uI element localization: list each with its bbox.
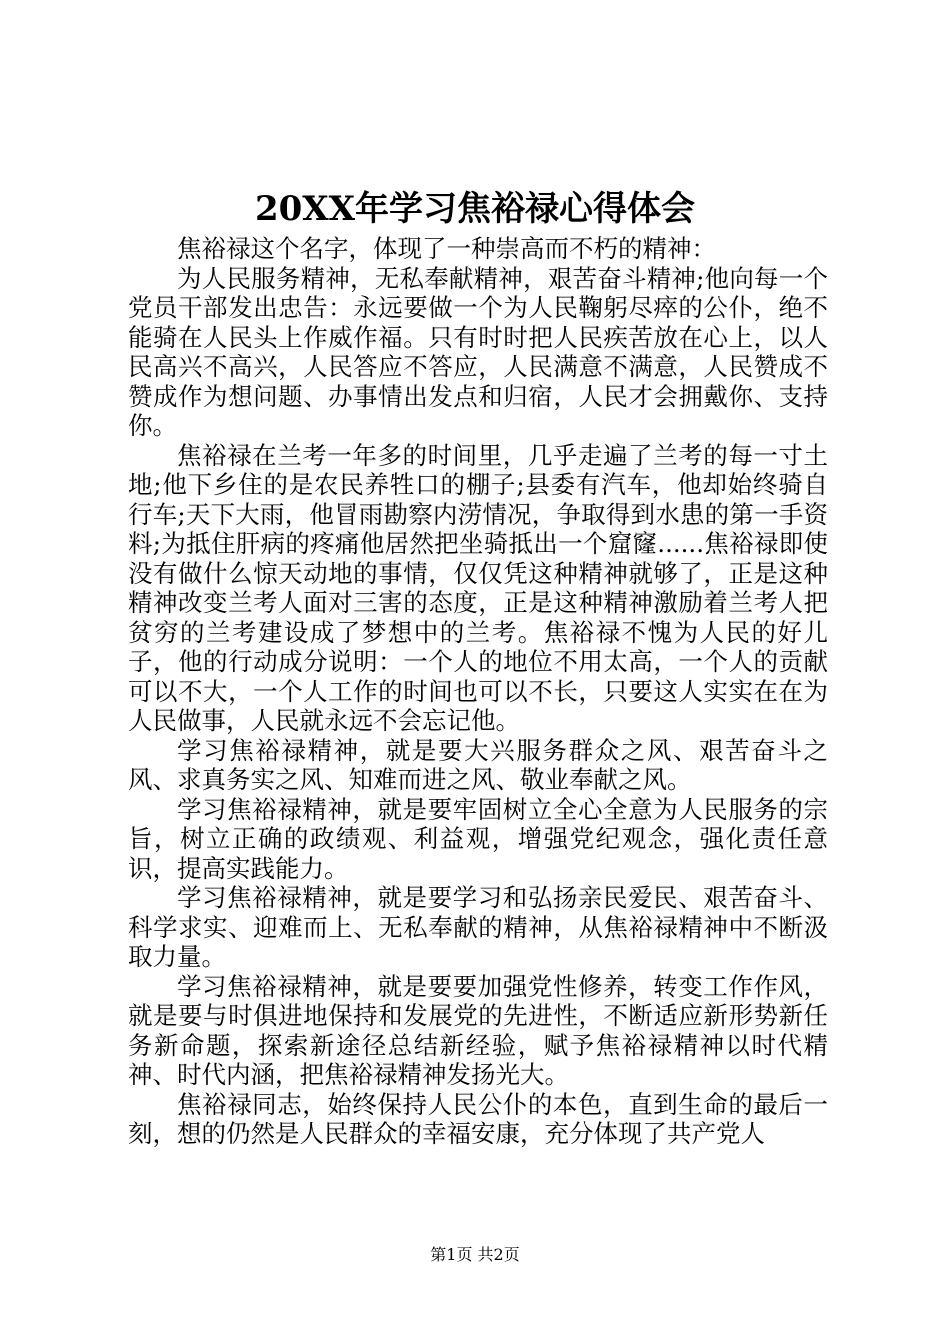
- body-paragraph: 焦裕禄同志，始终保持人民公仆的本色，直到生命的最后一刻，想的仍然是人民群众的幸福安康，充分体现了共产党人: [128, 1089, 828, 1148]
- body-paragraph: 学习焦裕禄精神，就是要大兴服务群众之风、艰苦奋斗之风、求真务实之风、知难而进之风、敬业奉献之风。: [128, 735, 828, 794]
- body-paragraph: 焦裕禄在兰考一年多的时间里，几乎走遍了兰考的每一寸土地;他下乡住的是农民养牲口的棚子;县委有汽车，他却始终骑自行车;天下大雨，他冒雨勘察内涝情况，争取得到水患的第一手资料;为抵住肝病的疼痛他居然把坐骑抵出一个窟窿......焦裕禄即使没有做什么惊天动地的事情，仅仅凭这种精神就够了，正是这种精神改变兰考人面对三害的态度，正是这种精神激励着兰考人把贫穷的兰考建设成了梦想中的兰考。焦裕禄不愧为人民的好儿子，他的行动成分说明：一个人的地位不用太高，一个人的贡献可以不大，一个人工作的时间也可以不长，只要这人实实在在为人民做事，人民就永远不会忘记他。: [128, 440, 828, 735]
- body-paragraph: 学习焦裕禄精神，就是要牢固树立全心全意为人民服务的宗旨，树立正确的政绩观、利益观，增强党纪观念，强化责任意识，提高实践能力。: [128, 794, 828, 883]
- body-paragraph: 学习焦裕禄精神，就是要学习和弘扬亲民爱民、艰苦奋斗、科学求实、迎难而上、无私奉献的精神，从焦裕禄精神中不断汲取力量。: [128, 883, 828, 971]
- document-title: 20XX年学习焦裕禄心得体会: [254, 189, 696, 229]
- body-paragraph: 焦裕禄这个名字，体现了一种崇高而不朽的精神：: [177, 234, 716, 263]
- page-number-footer: 第1页 共2页: [430, 1245, 520, 1264]
- document-body: [128, 234, 828, 1149]
- body-paragraph: 为人民服务精神，无私奉献精神，艰苦奋斗精神;他向每一个党员干部发出忠告：永远要做一个为人民鞠躬尽瘁的公仆，绝不能骑在人民头上作威作福。只有时时把人民疾苦放在心上，以人民高兴不高兴，人民答应不答应，人民满意不满意，人民赞成不赞成作为想问题、办事情出发点和归宿，人民才会拥戴你、支持你。: [128, 263, 828, 440]
- body-paragraph: 学习焦裕禄精神，就是要要加强党性修养，转变工作作风，就是要与时俱进地保持和发展党的先进性，不断适应新形势新任务新命题，探索新途径总结新经验，赋予焦裕禄精神以时代精神、时代内涵，把焦裕禄精神发扬光大。: [128, 971, 828, 1089]
